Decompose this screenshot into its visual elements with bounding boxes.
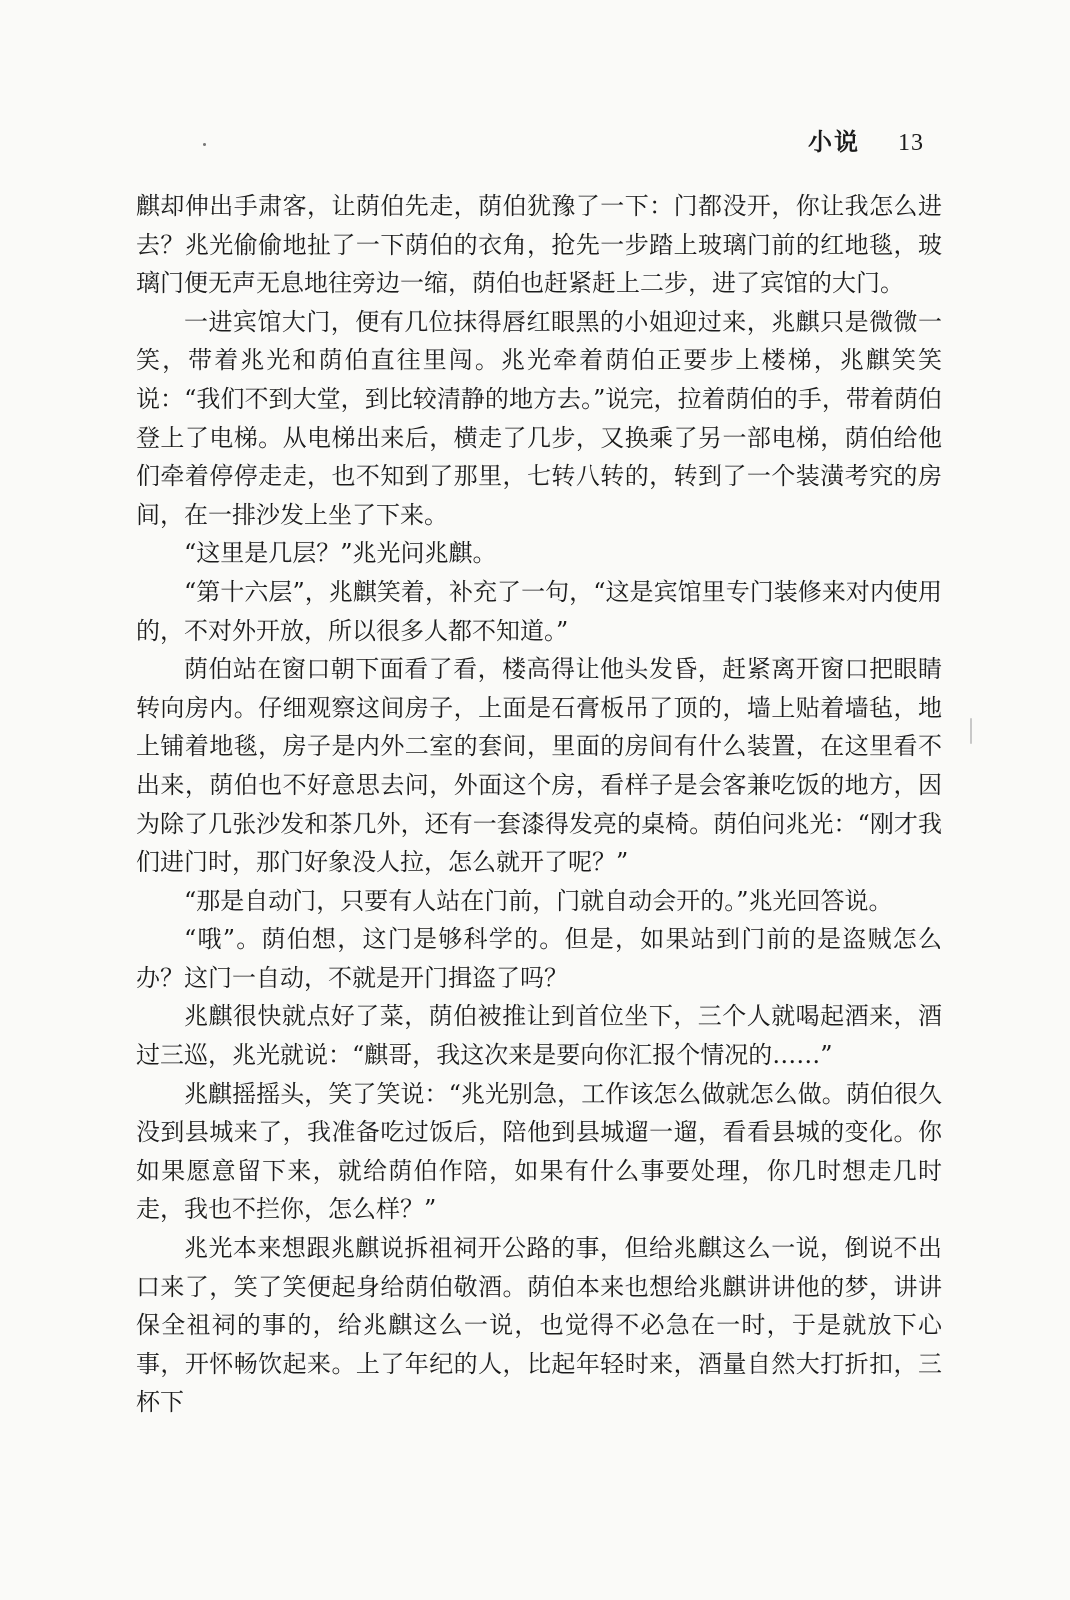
page-number: 13 [898, 130, 924, 156]
paragraph: 兆光本来想跟兆麒说拆祖祠开公路的事，但给兆麒这么一说，倒说不出口来了，笑了笑便起身给荫伯敬酒。荫伯本来也想给兆麒讲讲他的梦，讲讲保全祖祠的事的，给兆麒这么一说，也觉得不必急在一时，于是就放下心事，开怀畅饮起来。上了年纪的人，比起年轻时来，酒量自然大打折扣，三杯下 [136, 1234, 942, 1417]
paragraph: 荫伯站在窗口朝下面看了看，楼高得让他头发昏，赶紧离开窗口把眼睛转向房内。仔细观察这间房子，上面是石膏板吊了顶的，墙上贴着墙毡，地上铺着地毯，房子是内外二室的套间，里面的房间有什么装置，在这里看不出来，荫伯也不好意思去问，外面这个房，看样子是会客兼吃饭的地方，因为除了几张沙发和茶几外，还有一套漆得发亮的桌椅。荫伯问兆光：“刚才我们进门时，那门好象没人拉，怎么就开了呢？” [136, 655, 942, 877]
running-header [808, 124, 968, 160]
paragraph: “第十六层”，兆麒笑着，补充了一句，“这是宾馆里专门装修来对内使用的，不对外开放，所以很多人都不知道。” [136, 577, 942, 645]
paragraph: “这里是几层？”兆光问兆麒。 [184, 539, 497, 568]
paragraph: 麒却伸出手肃客，让荫伯先走，荫伯犹豫了一下：门都没开，你让我怎么进去？兆光偷偷地扯了一下荫伯的衣角，抢先一步踏上玻璃门前的红地毯，玻璃门便无声无息地往旁边一缩，荫伯也赶紧赶上二步，进了宾馆的大门。 [136, 192, 942, 298]
paragraph: 兆麒摇摇头，笑了笑说：“兆光别急，工作该怎么做就怎么做。荫伯很久没到县城来了，我准备吃过饭后，陪他到县城遛一遛，看看县城的变化。你如果愿意留下来，就给荫伯作陪，如果有什么事要处理，你几时想走几时走，我也不拦你，怎么样？” [136, 1079, 942, 1224]
section-title: 小说 [808, 127, 860, 156]
paper-mark [970, 718, 972, 744]
paper-speck [203, 143, 206, 146]
paragraph: “那是自动门，只要有人站在门前，门就自动会开的。”兆光回答说。 [184, 886, 893, 915]
body-text [136, 187, 942, 1422]
paragraph: “哦”。荫伯想，这门是够科学的。但是，如果站到门前的是盗贼怎么办？这门一自动，不就是开门揖盗了吗？ [136, 925, 942, 992]
paragraph: 兆麒很快就点好了菜，荫伯被推让到首位坐下，三个人就喝起酒来，酒过三巡，兆光就说：“麒哥，我这次来是要向你汇报个情况的……” [136, 1002, 942, 1070]
paragraph: 一进宾馆大门，便有几位抹得唇红眼黑的小姐迎过来，兆麒只是微微一笑，带着兆光和荫伯直往里闯。兆光牵着荫伯正要步上楼梯，兆麒笑笑说：“我们不到大堂，到比较清静的地方去。”说完，拉着荫伯的手，带着荫伯登上了电梯。从电梯出来后，横走了几步，又换乘了另一部电梯，荫伯给他们牵着停停走走，也不知到了那里，七转八转的，转到了一个装潢考究的房间，在一排沙发上坐了下来。 [136, 307, 942, 529]
